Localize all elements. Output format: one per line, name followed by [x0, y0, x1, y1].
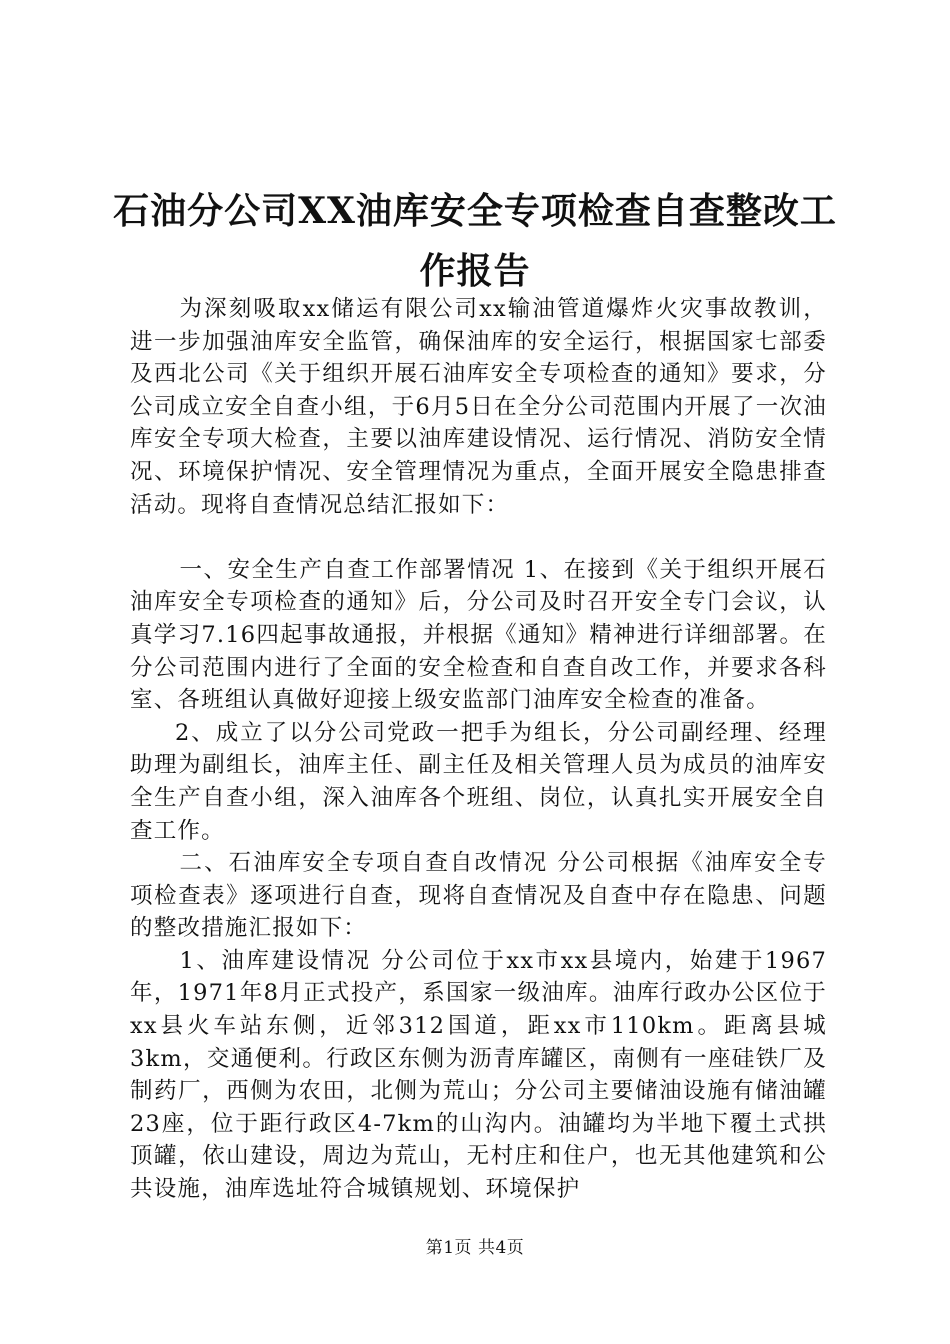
paragraph-section-1: 一、安全生产自查工作部署情况 1、在接到《关于组织开展石油库安全专项检查的通知》后，分公司及时召开安全专门会议，认真学习7.16四起事故通报，并根据《通知》精神进行详细部署。在分公司范围内进行了全面的安全检查和自查自改工作，并要求各科室、各班组认真做好迎接上级安监部门油库安全检查的准备。 — [130, 556, 827, 714]
paragraph-intro: 为深刻吸取xx储运有限公司xx输油管道爆炸火灾事故教训，进一步加强油库安全监管，确保油库的安全运行，根据国家七部委及西北公司《关于组织开展石油库安全专项检查的通知》要求，分公司成立安全自查小组，于6月5日在全分公司范围内开展了一次油库安全专项大检查，主要以油库建设情况、运行情况、消防安全情况、环境保护情况、安全管理情况为重点，全面开展安全隐患排查活动。现将自查情况总结汇报如下： — [130, 296, 827, 518]
paragraph-item-1-construction: 1、油库建设情况 分公司位于xx市xx县境内，始建于1967年，1971年8月正式投产，系国家一级油库。油库行政办公区位于xx县火车站东侧，近邻312国道，距xx市110km。距离县城3km，交通便利。行政区东侧为沥青库罐区，南侧有一座硅铁厂及制药厂，西侧为农田，北侧为荒山；分公司主要储油设施有储油罐23座，位于距行政区4-7km的山沟内。油罐均为半地下覆土式拱顶罐，依山建设，周边为荒山，无村庄和住户，也无其他建筑和公共设施，油库选址符合城镇规划、环境保护 — [130, 947, 827, 1203]
paragraph-spacer — [130, 521, 827, 554]
paragraph-section-2: 二、石油库安全专项自查自改情况 分公司根据《油库安全专项检查表》逐项进行自查，现将自查情况及自查中存在隐患、问题的整改措施汇报如下： — [130, 850, 827, 942]
document-title-line-1: 石油分公司XX油库安全专项检查自查整改工 — [113, 190, 837, 232]
document-title-line-2: 作报告 — [419, 250, 531, 292]
page-footer: 第1页 共4页 — [425, 1238, 525, 1258]
document-body — [130, 293, 827, 1206]
paragraph-item-2: 2、成立了以分公司党政一把手为组长，分公司副经理、经理助理为副组长，油库主任、副主任及相关管理人员为成员的油库安全生产自查小组，深入油库各个班组、岗位，认真扎实开展安全自查工作。 — [130, 719, 827, 844]
